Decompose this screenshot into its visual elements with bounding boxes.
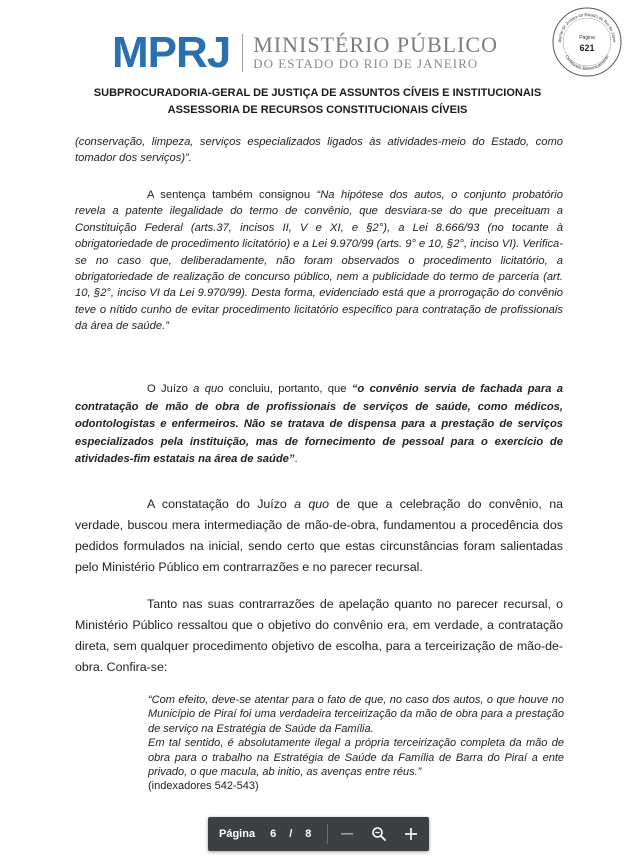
paragraph-prosecutor: Tanto nas suas contrarrazões de apelação quanto no parecer recursal, o Ministério Público ressaltou que o objetivo do convênio era, em verdade, a contratação direta, sem qualquer procedimento objetivo de escolha, para a terceirização de mão-de-obra. Confira-se: (75, 597, 563, 674)
finding-a: A constatação do Juízo (147, 497, 295, 511)
seal-page-number: 621 (579, 43, 595, 53)
seal-label: Página (579, 35, 595, 41)
current-page-input[interactable]: 6 (270, 828, 277, 840)
conclusion-mid: concluiu, portanto, que (223, 383, 352, 395)
zoom-reset-button[interactable] (366, 821, 392, 847)
org-name-line2: DO ESTADO DO RIO DE JANEIRO (253, 56, 479, 71)
quote-2-latin: ab initio (262, 766, 301, 779)
paragraph-finding (75, 494, 563, 578)
plus-icon (404, 827, 418, 841)
svg-text:Tribunal de Justiça do Estado: ibunal de Justiça do Estado do Rio de Janei (556, 11, 618, 43)
org-name-line1: MINISTÉRIO PÚBLICO (253, 32, 498, 57)
mprj-logo (112, 28, 498, 77)
block-quote (148, 693, 564, 794)
minus-icon (340, 827, 354, 841)
finding-aquo: a quo (294, 497, 330, 511)
sentence-lead: A sentença também consignou (147, 189, 317, 201)
conclusion-aquo: a quo (193, 383, 224, 395)
finding-b: de que a celebração do convênio, na verdade, buscou mera intermediação de mão-de-obra, fundamentou a procedência dos pedidos formulados na inicial, sendo certo que estas circunstâncias foram salientadas pelo Ministério Público em contrarrazões e no parecer recursal. (75, 497, 563, 574)
total-pages: 8 (305, 828, 312, 840)
paragraph-continuation: (conservação, limpeza, serviços especializados ligados às atividades-meio do Estado, como tomador dos serviços)”. (75, 136, 563, 165)
zoom-in-button[interactable] (398, 821, 424, 847)
paragraph-sentence (75, 187, 563, 335)
department-title: SUBPROCURADORIA-GERAL DE JUSTIÇA DE ASSUNTOS CÍVEIS E INSTITUCIONAIS (93, 87, 542, 99)
conclusion-lead: O Juízo (147, 383, 194, 395)
magnifier-icon (371, 826, 387, 842)
paragraph-conclusion (75, 381, 563, 469)
logo-org-name (253, 34, 498, 72)
quote-paragraph-1: “Com efeito, deve-se atentar para o fato de que, no caso dos autos, o que houve no Município de Piraí foi uma verdadeira terceirização da mão de obra para a prestação de serviço na Estratégia de Saúde da Família. (148, 694, 564, 735)
zoom-out-button[interactable] (334, 821, 360, 847)
page-label: Página (219, 828, 256, 840)
conclusion-quote: “o convênio servia de fachada para a contratação de mão de obra de profissionais de serviços de saúde, como médicos, odontologistas e enfermeiros. Não se tratava de dispensa para a prestação de serviços especializados pela instituição, mas de fornecimento de pessoal para o exercício de atividades-fim estatais na área de saúde” (75, 383, 563, 465)
department-subtitle: ASSESSORIA DE RECURSOS CONSTITUCIONAIS CÍVEIS (167, 104, 468, 116)
quote-paragraph-2 (148, 736, 564, 779)
toolbar-divider (327, 824, 328, 844)
svg-text:Certificado Eletronicamente: Certificado Eletronicamente (564, 54, 610, 72)
pdf-page-toolbar (208, 817, 429, 851)
quote-2-end: , as avenças entre réus.” (300, 766, 422, 779)
logo-mprj-text: MPRJ (112, 28, 231, 77)
quote-reference: (indexadores 542-543) (148, 780, 259, 793)
page-separator: / (289, 828, 293, 840)
court-seal-stamp (551, 6, 623, 78)
logo-separator (242, 34, 243, 72)
quote-2-text: Em tal sentido, é absolutamente ilegal a própria terceirização completa da mão de obra para o trabalho na Estratégia de Saúde da Família de Barra do Piraí a ente privado, o que macula, (148, 737, 564, 779)
sentence-quote: “Na hipótese dos autos, o conjunto probatório revela a patente ilegalidade do termo de convênio, que desviara-se do que preceituam a Constituição Federal (arts.37, incisos II, V e XI, e §2°), a Lei 8.666/93 (no tocante à obrigatoriedade de procedimento licitatório) e a Lei 9.970/99 (arts. 9° e 10, §2°, inciso VI). Verifica-se no caso que, deliberadamente, não foram observados o procedimento licitatório, a obrigatoriedade de realização de concurso público, nem a publicidade do termo de parceria (art. 10, §2°, inciso VI da Lei 9.970/99). Desta forma, evidenciado está que a prorrogação do convênio teve o nítido cunho de evitar procedimento licitatório específico para contratação de profissionais da área de saúde.” (75, 189, 563, 333)
conclusion-end: . (294, 453, 298, 465)
